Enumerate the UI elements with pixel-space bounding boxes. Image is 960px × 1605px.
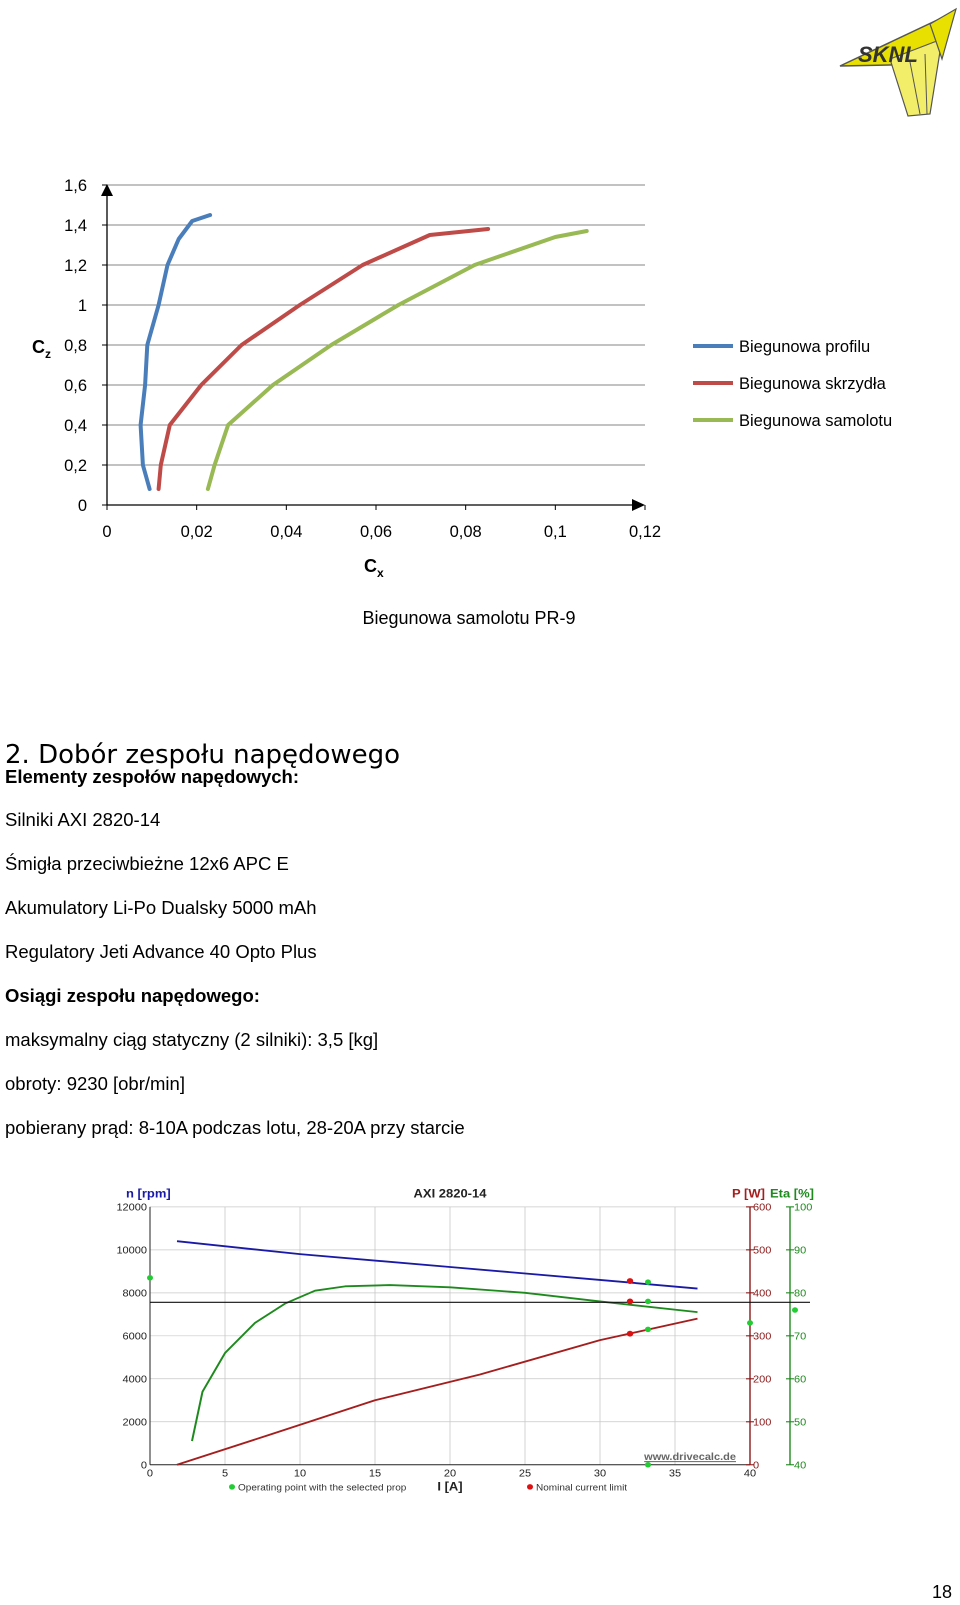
- y-tick-label: 1: [77, 297, 87, 315]
- x-tick-label: 0,12: [628, 523, 662, 541]
- power-tick-label: 600: [753, 1201, 772, 1214]
- power-tick-label: 300: [753, 1330, 772, 1343]
- y-tick-label: 1,6: [64, 177, 87, 195]
- motors-text: Silniki AXI 2820-14: [5, 809, 161, 830]
- batteries-text: Akumulatory Li-Po Dualsky 5000 mAh: [5, 897, 317, 918]
- performance-title: Osiągi zespołu napędowego:: [5, 985, 260, 1006]
- thrust-text: maksymalny ciąg statyczny (2 silniki): 3,5 [kg]: [5, 1029, 379, 1050]
- power-tick-label: 200: [753, 1373, 772, 1386]
- rpm-tick-label: 4000: [122, 1373, 148, 1386]
- eta-tick-label: 60: [794, 1373, 807, 1386]
- nominal-point: [627, 1298, 633, 1304]
- legend-entry: Biegunowa skrzydła: [739, 375, 886, 393]
- chart-title: Biegunowa samolotu PR-9: [362, 608, 576, 628]
- polar-chart: [0, 170, 960, 650]
- x-tick-label: 40: [743, 1468, 757, 1480]
- motor-chart-title: AXI 2820-14: [413, 1187, 487, 1201]
- eta-tick-label: 50: [794, 1416, 807, 1429]
- operating-point: [792, 1307, 798, 1313]
- y-tick-label: 0,4: [64, 417, 87, 435]
- eta-tick-label: 100: [794, 1201, 813, 1214]
- x-tick-label: 0,06: [359, 523, 393, 541]
- eta-axis-label: Eta [%]: [770, 1187, 815, 1201]
- power-tick-label: 500: [753, 1244, 772, 1257]
- y-tick-label: 0,6: [64, 377, 87, 395]
- x-axis-label: $C_x$: [364, 556, 384, 580]
- rpm-text: obroty: 9230 [obr/min]: [5, 1073, 185, 1094]
- legend-nominal: Nominal current limit: [536, 1482, 628, 1494]
- x-tick-label: 0,04: [270, 523, 303, 541]
- y-tick-label: 1,4: [64, 217, 87, 235]
- current-text: pobierany prąd: 8-10A podczas lotu, 28-20A przy starcie: [5, 1117, 465, 1138]
- y-tick-label: 0,8: [64, 337, 87, 355]
- power-tick-label: 400: [753, 1287, 772, 1300]
- rpm-tick-label: 6000: [122, 1330, 148, 1343]
- page-number: 18: [931, 1582, 952, 1602]
- rpm-tick-label: 10000: [116, 1244, 148, 1257]
- x-tick-label: 0,1: [543, 523, 567, 541]
- legend-operating-marker: [229, 1484, 235, 1490]
- section-heading: 2. Dobór zespołu napędowego: [5, 740, 401, 770]
- operating-point: [645, 1299, 651, 1305]
- x-tick-label: 25: [518, 1468, 532, 1480]
- eta-tick-label: 90: [794, 1244, 807, 1257]
- legend-entry: Biegunowa samolotu: [739, 412, 893, 430]
- eta-tick-label: 70: [794, 1330, 807, 1343]
- power-tick-label: 100: [753, 1416, 772, 1429]
- components-title: Elementy zespołów napędowych:: [5, 766, 300, 787]
- eta-tick-label: 40: [794, 1459, 807, 1472]
- props-text: Śmigła przeciwbieżne 12x6 APC E: [5, 853, 289, 874]
- sknl-logo: [830, 4, 960, 124]
- x-tick-label: 0: [102, 523, 112, 541]
- operating-point: [747, 1320, 753, 1326]
- x-tick-label: 15: [368, 1468, 382, 1480]
- x-tick-label: 0,02: [180, 523, 213, 541]
- y-axis-label: $C_z$: [32, 337, 51, 361]
- operating-point: [645, 1279, 651, 1285]
- operating-point: [147, 1275, 153, 1281]
- current-axis-label: I [A]: [437, 1480, 463, 1494]
- eta-tick-label: 80: [794, 1287, 807, 1300]
- x-axis-arrow: [632, 499, 645, 511]
- regulators-text: Regulatory Jeti Advance 40 Opto Plus: [5, 941, 317, 962]
- rpm-tick-label: 0: [140, 1459, 148, 1472]
- power-axis-label: P [W]: [732, 1187, 765, 1201]
- logo-text: SKNL: [858, 42, 918, 67]
- series-line: [159, 229, 489, 489]
- x-tick-label: 20: [443, 1468, 457, 1480]
- series-line: [141, 215, 211, 489]
- legend-nominal-marker: [527, 1484, 533, 1490]
- nominal-point: [627, 1278, 633, 1284]
- y-tick-label: 0,2: [64, 457, 87, 475]
- y-axis-arrow: [101, 184, 113, 196]
- rpm-tick-label: 12000: [116, 1201, 148, 1214]
- power-tick-label: 0: [753, 1459, 760, 1472]
- legend-operating: Operating point with the selected prop: [238, 1482, 407, 1494]
- x-tick-label: 0: [146, 1468, 154, 1480]
- rpm-tick-label: 8000: [122, 1287, 148, 1300]
- nominal-point: [627, 1331, 633, 1337]
- y-tick-label: 0: [77, 497, 87, 515]
- motor-chart: [110, 1182, 840, 1532]
- y-tick-label: 1,2: [64, 257, 87, 275]
- watermark: www.drivecalc.de: [644, 1451, 736, 1464]
- x-tick-label: 0,08: [449, 523, 482, 541]
- x-tick-label: 5: [221, 1468, 229, 1480]
- rpm-tick-label: 2000: [122, 1416, 148, 1429]
- chart-legend: [693, 338, 892, 430]
- rpm-axis-label: n [rpm]: [126, 1187, 171, 1201]
- x-tick-label: 35: [668, 1468, 682, 1480]
- operating-point: [645, 1327, 651, 1333]
- x-tick-label: 10: [293, 1468, 307, 1480]
- legend-entry: Biegunowa profilu: [739, 338, 871, 356]
- series-line: [208, 231, 587, 489]
- x-tick-label: 30: [593, 1468, 607, 1480]
